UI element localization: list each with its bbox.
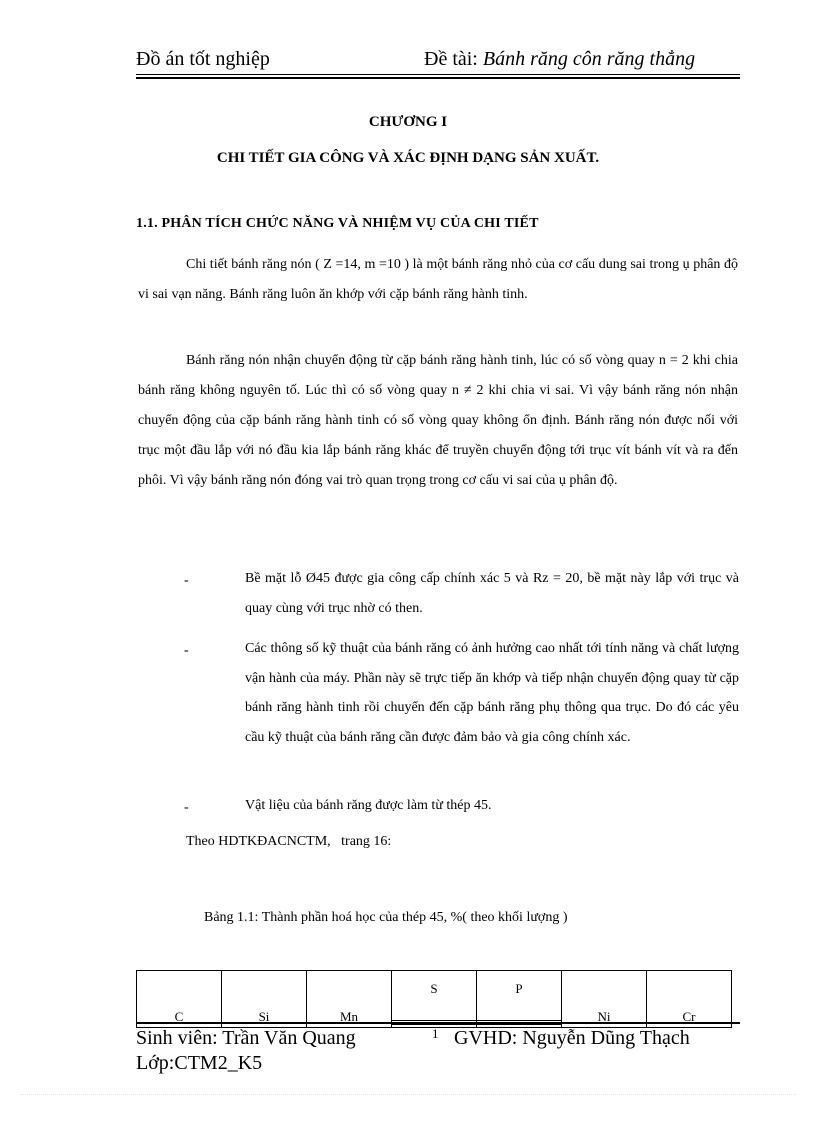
table-caption: Bảng 1.1: Thành phần hoá học của thép 45, %( theo khối lượng )	[204, 910, 568, 925]
header-rule-thick	[136, 77, 740, 79]
table-cell	[307, 971, 392, 1028]
column-si: Si	[258, 1009, 270, 1024]
table-cell	[647, 971, 732, 1028]
table-cell	[562, 971, 647, 1028]
column-p: P	[515, 981, 523, 996]
bullet-item-1: Bề mặt lỗ Ø45 được gia công cấp chính xác 5 và Rz = 20, bề mặt này lắp với trục và quay cùng với trục nhờ có then.	[245, 571, 739, 616]
footer-class: Lớp:CTM2_K5	[136, 1052, 263, 1074]
column-ni: Ni	[597, 1009, 611, 1024]
footer-student: Sinh viên: Trần Văn Quang	[136, 1027, 356, 1049]
header-topic-prefix: Đề tài:	[424, 48, 483, 70]
paragraph-2-text: Bánh răng nón nhận chuyển động từ cặp bánh răng hành tinh, lúc có số vòng quay n = 2 khi chia bánh răng không nguyên tố. Lúc thì có số vòng quay n ≠ 2 khi chia vi sai. Vì vậy bánh răng nón nhận chuyển động của cặp bánh răng hành tinh có số vòng quay không ổn định. Bánh răng nón được nối với trục một đầu lắp với nó đầu kia lắp bánh răng khác để truyền chuyển động tới trục vít bánh vít và ra đến phôi. Vì vậy bánh răng nón đóng vai trò quan trọng trong cơ cấu vi sai của ụ phân độ.	[138, 353, 738, 488]
footer-advisor: GVHD: Nguyễn Dũng Thạch	[454, 1027, 690, 1049]
table-cell	[477, 971, 562, 1028]
bullet-mark-1: -	[184, 573, 189, 588]
paragraph-1	[138, 250, 738, 310]
bullet-item-2: Các thông số kỹ thuật của bánh răng có ảnh hưởng cao nhất tới tính năng và chất lượng vận hành của máy. Phần này sẽ trực tiếp ăn khớp và tiếp nhận chuyển động quay từ cặp bánh răng hành tinh rồi chuyển đến cặp bánh răng phụ thông qua trục. Do đó các yêu cầu kỹ thuật của bánh răng cần được đảm bảo và gia công chính xác.	[245, 641, 739, 745]
table-cell	[392, 971, 477, 1028]
reference-line: Theo HDTKĐACNCTM, trang 16:	[186, 834, 392, 849]
paragraph-2	[138, 346, 738, 496]
chapter-number: CHƯƠNG I	[368, 114, 448, 130]
bullet-item-3: Vật liệu của bánh răng được làm từ thép 45.	[245, 798, 492, 813]
chapter-title: CHI TIẾT GIA CÔNG VÀ XÁC ĐỊNH DẠNG SẢN XUẤT.	[216, 150, 600, 166]
header-topic-title: Bánh răng côn răng thẳng	[482, 48, 696, 70]
table-cell	[137, 971, 222, 1028]
bullet-mark-3: -	[184, 800, 189, 815]
column-c: C	[174, 1009, 184, 1024]
header-project-label: Đồ án tốt nghiệp	[136, 48, 270, 70]
page-bottom-divider	[20, 1094, 796, 1095]
footer-rule	[136, 1022, 740, 1024]
column-cr: Cr	[682, 1009, 696, 1024]
page-header	[136, 46, 740, 76]
section-heading: 1.1. PHÂN TÍCH CHỨC NĂNG VÀ NHIỆM VỤ CỦA CHI TIẾT	[136, 216, 539, 231]
column-mn: Mn	[339, 1009, 359, 1024]
header-topic	[424, 48, 695, 71]
composition-table	[136, 970, 732, 1028]
paragraph-1-text: Chi tiết bánh răng nón ( Z =14, m =10 ) là một bánh răng nhỏ của cơ cấu dung sai trong ụ phân độ vi sai vạn năng. Bánh răng luôn ăn khớp với cặp bánh răng hành tinh.	[138, 257, 738, 302]
header-rule	[136, 74, 740, 75]
table-cell	[222, 971, 307, 1028]
bullet-mark-2: -	[184, 643, 189, 658]
column-s: S	[430, 981, 438, 996]
table-header-row	[137, 971, 732, 1028]
page-number: 1	[432, 1026, 439, 1041]
